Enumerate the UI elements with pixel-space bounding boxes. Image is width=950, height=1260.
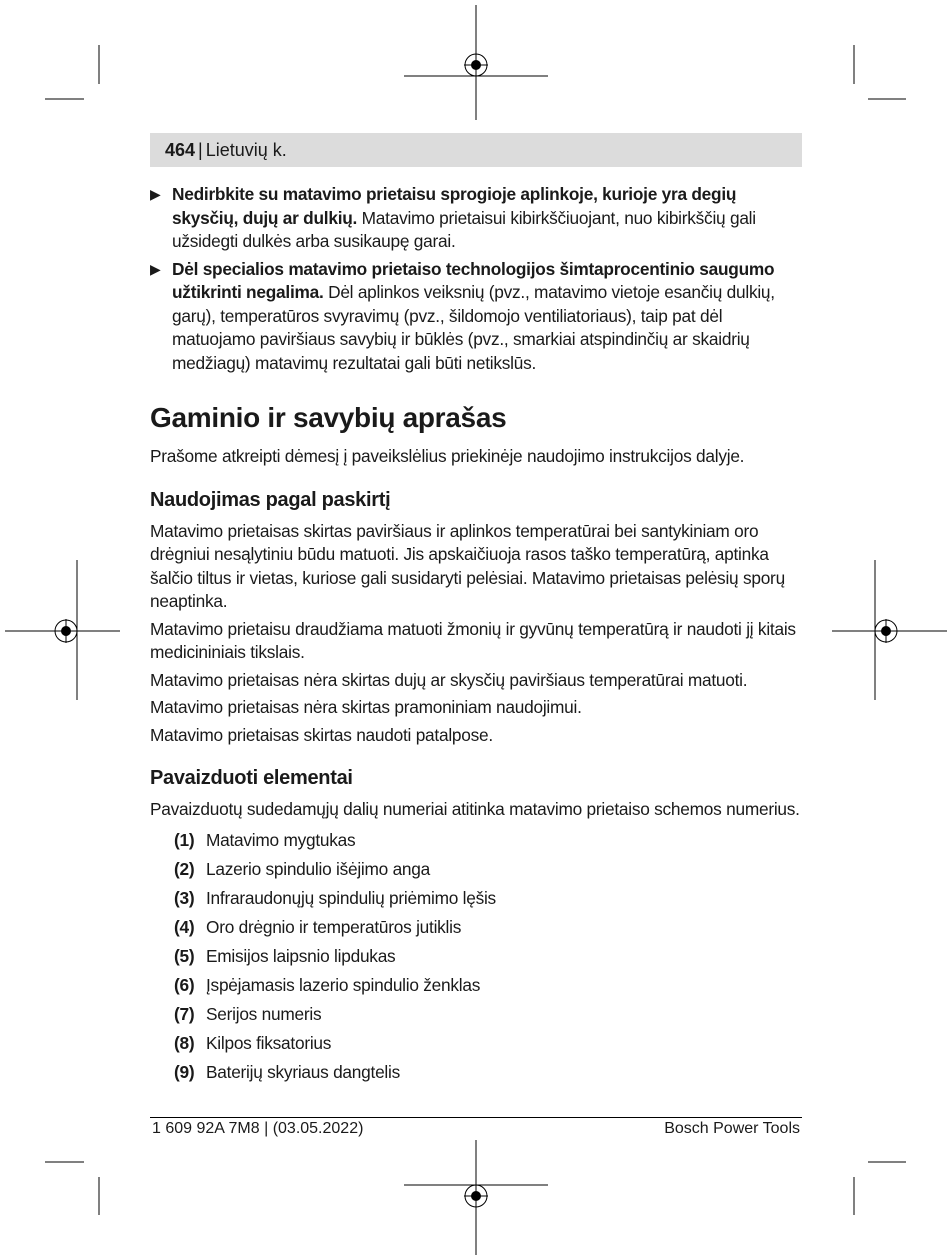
warning-item <box>150 183 805 254</box>
header-separator: | <box>198 139 203 160</box>
item-label: Kilpos fiksatorius <box>206 1032 332 1053</box>
usage-paragraph: Matavimo prietaisas nėra skirtas dujų ar skysčių paviršiaus temperatūrai matuoti. <box>150 669 748 690</box>
footer-brand: Bosch Power Tools <box>664 1120 800 1137</box>
list-item <box>174 942 805 971</box>
item-number: (8) <box>174 1032 195 1053</box>
item-number: (6) <box>174 974 195 995</box>
item-label: Infraraudonųjų spindulių priėmimo lęšis <box>206 887 496 908</box>
warning-body: Dėl aplinkos veiksnių (pvz., matavimo vietoje esančių dulkių, garų), temperatūros svyravimų (pvz., šildomojo ventiliatoriaus), taip pat dėl matuojamo paviršiaus savybių ir būklės (pvz., smarkiai atspindinčių ar skaidrių medžiagų) matavimų rezultatai gali būti netikslūs. <box>172 282 775 373</box>
item-label: Matavimo mygtukas <box>206 829 356 850</box>
usage-paragraph: Matavimo prietaisas nėra skirtas pramoniniam naudojimui. <box>150 697 582 717</box>
footer-divider <box>150 1117 802 1118</box>
page-header <box>150 133 802 167</box>
item-label: Emisijos laipsnio lipdukas <box>206 945 396 966</box>
bullet-triangle-icon: ▶ <box>150 186 161 202</box>
usage-paragraph: Matavimo prietaisu draudžiama matuoti žmonių ir gyvūnų temperatūrą ir naudoti jį kitais medicininiais tikslais. <box>150 618 796 662</box>
footer-doc-id: 1 609 92A 7M8 | (03.05.2022) <box>152 1120 364 1137</box>
page-number: 464 <box>165 139 196 160</box>
usage-paragraph: Matavimo prietaisas skirtas naudoti patalpose. <box>150 724 493 745</box>
item-number: (9) <box>174 1061 195 1082</box>
item-label: Lazerio spindulio išėjimo anga <box>206 858 431 879</box>
item-number: (2) <box>174 858 195 879</box>
list-item <box>174 855 805 884</box>
list-item <box>174 1058 805 1087</box>
list-item <box>174 884 805 913</box>
warning-text <box>172 258 805 376</box>
page-content <box>150 183 805 1087</box>
list-item <box>174 826 805 855</box>
item-label: Įspėjamasis lazerio spindulio ženklas <box>206 974 481 995</box>
warning-text <box>172 183 805 254</box>
item-number: (7) <box>174 1003 195 1024</box>
section-intro: Prašome atkreipti dėmesį į paveikslėlius priekinėje naudojimo instrukcijos dalyje. <box>150 446 745 466</box>
item-label: Serijos numeris <box>206 1003 322 1024</box>
item-label: Baterijų skyriaus dangtelis <box>206 1061 401 1082</box>
list-item <box>174 913 805 942</box>
item-number: (4) <box>174 916 195 937</box>
list-item <box>174 1029 805 1058</box>
warning-item <box>150 258 805 376</box>
item-number: (1) <box>174 829 195 850</box>
warning-body: Matavimo prietaisui kibirkščiuojant, nuo kibirkščių gali užsidegti dulkės arba susikaupę garai. <box>172 207 756 251</box>
list-item <box>174 1000 805 1029</box>
elements-intro: Pavaizduotų sudedamųjų dalių numeriai atitinka matavimo prietaiso schemos numerius. <box>150 799 800 819</box>
bullet-triangle-icon: ▶ <box>150 260 161 277</box>
item-label: Oro drėgnio ir temperatūros jutiklis <box>206 916 462 937</box>
list-item <box>174 971 805 1000</box>
usage-title: Naudojimas pagal paskirtį <box>150 488 391 511</box>
usage-paragraph: Matavimo prietaisas skirtas paviršiaus ir aplinkos temperatūrai bei santykiniam oro drėgniui nesąlytiniu būdu matuoti. Jis apskaičiuoja rasos taško temperatūrą, aptinka šalčio tiltus ir vietas, kuriose gali susidaryti pelėsiai. Matavimo prietaisas pelėsių sporų neaptinka. <box>150 520 785 611</box>
item-number: (5) <box>174 945 195 966</box>
warning-bold: Nedirbkite su matavimo prietaisu sprogioje aplinkoje, kurioje yra degių skysčių, dujų ar dulkių. <box>172 184 737 228</box>
elements-list <box>150 826 805 1087</box>
item-number: (3) <box>174 887 195 908</box>
warning-bold: Dėl specialios matavimo prietaiso technologijos šimtaprocentinio saugumo užtikrinti negalima. <box>172 258 775 302</box>
header-language: Lietuvių k. <box>205 139 287 160</box>
elements-title: Pavaizduoti elementai <box>150 767 353 789</box>
section-title: Gaminio ir savybių aprašas <box>150 402 507 433</box>
